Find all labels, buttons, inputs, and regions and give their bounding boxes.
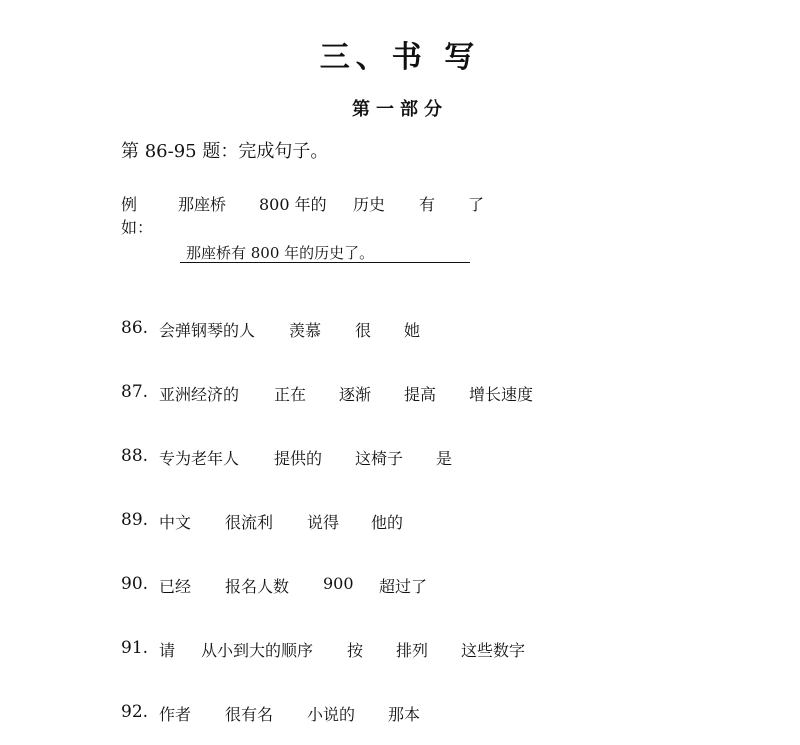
- section-subtitle: 第一部分: [352, 99, 448, 120]
- question-word: 这椅子: [355, 449, 404, 468]
- question-word: 提供的: [274, 449, 323, 468]
- question-word: 小说的: [307, 705, 356, 724]
- question-word: 是: [436, 449, 453, 468]
- example-word: 历史: [353, 195, 386, 214]
- example-label: 例如：: [121, 195, 154, 237]
- question-word: 亚洲经济的: [159, 385, 240, 404]
- example-answer-line: 那座桥有 800 年的历史了。: [180, 244, 470, 263]
- instruction-text: 第 86-95 题：完成句子。: [121, 141, 329, 162]
- question-word: 请: [159, 641, 176, 660]
- question-word: 排列: [396, 641, 429, 660]
- question-word: 从小到大的顺序: [201, 641, 314, 660]
- question-word: 报名人数: [225, 577, 290, 596]
- question-number: 92.: [121, 702, 149, 722]
- example-word: 有: [419, 195, 436, 214]
- page-title: 三、书 写: [319, 40, 481, 75]
- question-word: 羡慕: [289, 321, 322, 340]
- question-number: 88.: [121, 446, 149, 466]
- question-number: 86.: [121, 318, 149, 338]
- question-word: 按: [347, 641, 364, 660]
- question-word: 说得: [307, 513, 340, 532]
- question-number: 89.: [121, 510, 149, 530]
- question-number: 87.: [121, 382, 149, 402]
- question-word: 中文: [159, 513, 192, 532]
- question-word: 提高: [404, 385, 437, 404]
- question-number: 90.: [121, 574, 149, 594]
- question-word: 很有名: [225, 705, 274, 724]
- question-word: 会弹钢琴的人: [159, 321, 256, 340]
- example-word: 那座桥: [178, 195, 227, 214]
- question-word: 正在: [274, 385, 307, 404]
- question-word: 逐渐: [339, 385, 372, 404]
- question-word: 专为老年人: [159, 449, 240, 468]
- question-word: 这些数字: [461, 641, 526, 660]
- question-word: 已经: [159, 577, 192, 596]
- example-word: 800 年的: [259, 195, 327, 214]
- question-number: 91.: [121, 638, 149, 658]
- question-word: 超过了: [379, 577, 428, 596]
- question-word: 900: [323, 574, 354, 593]
- question-word: 增长速度: [469, 385, 534, 404]
- question-word: 她: [404, 321, 421, 340]
- question-word: 他的: [371, 513, 404, 532]
- question-word: 很: [355, 321, 372, 340]
- question-word: 那本: [388, 705, 421, 724]
- question-word: 很流利: [225, 513, 274, 532]
- example-word: 了: [468, 195, 485, 214]
- question-word: 作者: [159, 705, 192, 724]
